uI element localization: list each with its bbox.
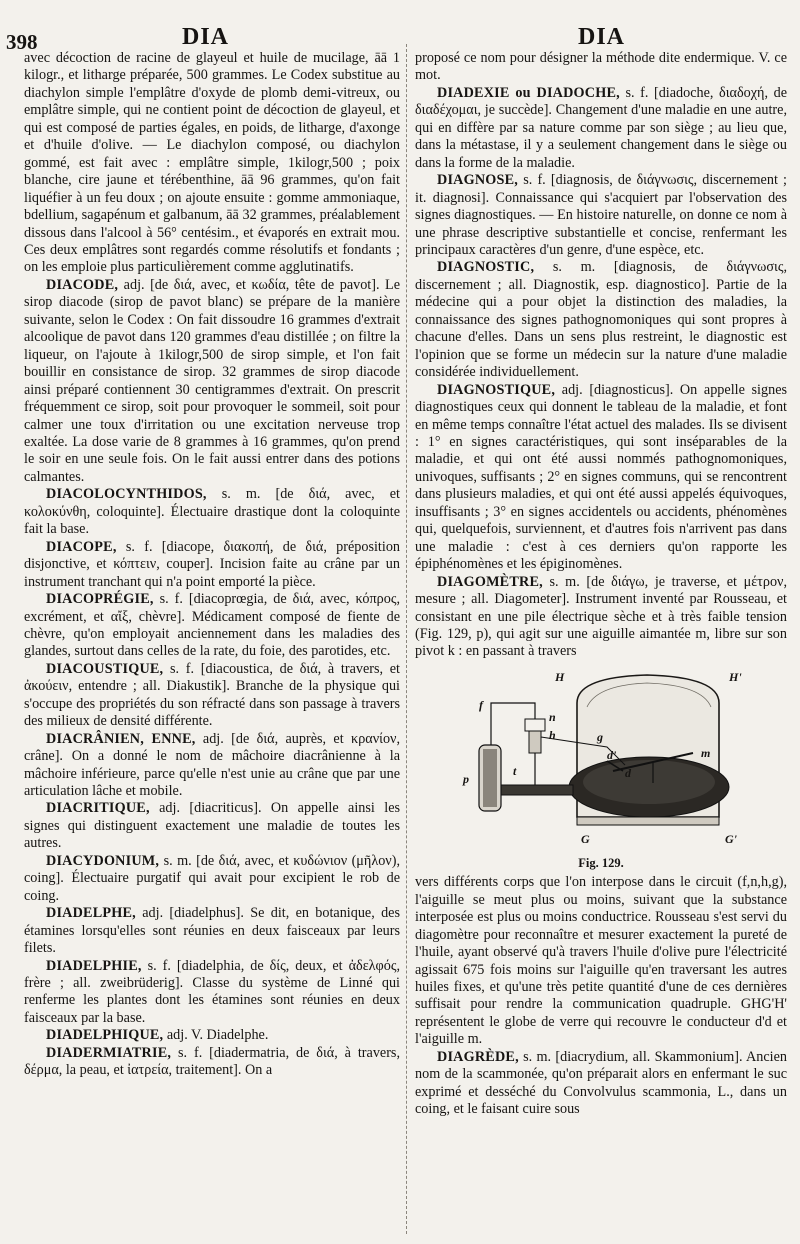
dictionary-entry: [415, 85, 787, 172]
entry-definition: s. f. [diadoche, διαδοχή, de διαδέχομαι, je succède]. Changement d'une maladie en une autre, qui en diffère par sa nature comme par son siège ; au lieu que, dans la métastase, il y a seulement changement dans le siège ou dans la forme de la maladie.: [415, 84, 788, 171]
entry-definition: s. f. [diacope, διακοπή, de διά, préposition disjonctive, et κόπτειν, couper]. Incision faite au crâne par un instrument tranchant qui n'a point emporté la pièce.: [24, 538, 401, 590]
dictionary-entry: [24, 1027, 400, 1044]
figure-label: t: [513, 763, 517, 778]
dictionary-entry: [24, 905, 400, 957]
dictionary-entry: [24, 800, 400, 852]
dictionary-entry: [415, 874, 787, 1049]
entry-definition: s. f. [diadelphia, de δίς, deux, et ἀδελφός, frère ; all. zweibrüderig]. Classe du système de Linné qui renferme les plantes dont les étamines sont réunies en deux faisceaux par la base.: [24, 957, 400, 1026]
figure-label: f: [479, 697, 483, 712]
dictionary-entry: [24, 50, 400, 277]
entry-definition: proposé ce nom pour désigner la méthode dite endermique. V. ce mot.: [415, 50, 787, 84]
dictionary-entry: [24, 1045, 400, 1080]
entry-headword: DIACOPE,: [46, 538, 117, 555]
dictionary-entry: [415, 1049, 787, 1119]
running-title-right: DIA: [578, 24, 626, 50]
figure-label: n: [549, 709, 556, 724]
entry-headword: DIADELPHIE,: [46, 957, 142, 974]
entry-headword: DIAGNOSE,: [437, 172, 519, 189]
entry-headword: DIACYDONIUM,: [46, 852, 160, 869]
running-title-left: DIA: [182, 24, 230, 50]
entry-headword: DIADERMIATRIE,: [46, 1044, 172, 1061]
entry-definition: s. f. [diacoustica, de διά, à travers, et ἀκούειν, entendre ; all. Diakustik]. Branche de la physique qui s'occupe des propriétés du son réfracté dans son passage à travers des milieux de densité différente.: [24, 660, 401, 730]
entry-definition: s. f. [diacoprœgia, de διά, avec, κόπρος, excrément, et αἴξ, chèvre]. Médicament composé de fiente de chèvre, qu'on employait anciennement dans les maladies des glandes, surtout dans celles de la rate, du foie, des parotides, etc.: [24, 591, 400, 660]
diagometer-figure: [457, 667, 769, 853]
page-number: 398: [6, 30, 38, 54]
entry-headword: DIAGNOSTIQUE,: [437, 381, 556, 398]
dictionary-entry: [415, 574, 787, 661]
dictionary-entry: [415, 382, 787, 574]
dictionary-entry: [24, 591, 400, 661]
entry-definition: adj. [de διά, avec, et κωδία, tête de pavot]. Le sirop diacode (sirop de pavot blanc) se prépare de la manière suivante, selon le Codex : On fait dissoudre 16 grammes d'extrait alcoolique de pavot dans 120 grammes d'eau distillée ; on filtre la liqueur, on l'ajoute à 1kilogr,500 de sirop simple, et l'on fait bouillir en consistance de sirop. 32 grammes de sirop diacode ainsi préparé contiennent 30 centigrammes d'extrait. On prescrit fréquemment ce sirop, soit pour provoquer le sommeil, soit pour calmer une toux d'irritation ou une excitation nerveuse trop exaltée. La dose varie de 8 grammes à 16 grammes, qu'on prend le soir en une seule fois. On le fait aussi entrer dans des potions calmantes.: [24, 276, 401, 485]
dictionary-entry: [24, 661, 400, 731]
entry-headword: DIACOUSTIQUE,: [46, 660, 164, 677]
dictionary-entry: [415, 50, 787, 85]
entry-headword: DIAGOMÈTRE,: [437, 573, 543, 590]
entry-definition: s. m. [de διάγω, je traverse, et μέτρον, mesure ; all. Diagometer]. Instrument inventé par Rousseau, et consistant en une pile électrique sèche et à très faible tension (Fig. 129, p), qui agit sur une aiguille aimantée m, libre sur son pivot k : en passant à travers: [415, 573, 787, 660]
dictionary-entry: [24, 539, 400, 591]
entry-definition: s. m. [diagnosis, de διάγνωσις, discernement ; all. Diagnostik, esp. diagnostico]. Partie de la médecine qui a pour objet la distinction des maladies, la connaissance des signes pathognomoniques qui sont propres à chacune d'elles. Dans un sens plus restreint, le diagnostic est l'opinion que se forme un médecin sur la nature d'une maladie considérée individuellement.: [415, 259, 788, 381]
figure-label: G': [725, 831, 737, 846]
entry-definition: s. m. [diacrydium, all. Skammonium]. Ancien nom de la scammonée, qu'on préparait alors en enfermant le suc exprimé et desséché du Convolvulus scammonia, L., dans un coing, et le faisant cuire sous: [415, 1048, 787, 1118]
entry-definition: s. f. [diadermatria, de διά, à travers, δέρμα, la peau, et ἰατρεία, traitement]. On a: [24, 1044, 401, 1079]
entry-headword: DIADEXIE ou DIADOCHE,: [437, 84, 620, 101]
left-column: [24, 50, 400, 1080]
entry-headword: DIACOLOCYNTHIDOS,: [46, 486, 207, 503]
entry-headword: DIAGRÈDE,: [437, 1048, 519, 1065]
entry-definition: adj. [diadelphus]. Se dit, en botanique, des étamines lorsqu'elles sont réunies en deux faisceaux par leurs filets.: [24, 905, 401, 957]
entry-definition: vers différents corps que l'on interpose dans le circuit (f,n,h,g), l'aiguille se meut plus ou moins, suivant que la substance interposée est plus ou moins conductrice. Rousseau s'est servi du diagomètre pour reconnaître et mesurer exactement la pureté de l'huile, ayant observé qu'à travers l'huile d'olive pure l'électricité agissait 675 fois moins sur l'aiguille qu'en traversant les autres huiles fixes, et qu'une très petite quantité d'une de ces dernières suffisait pour rendre la communication quadruple. GHG'H' représentent le globe de verre qui recouvre le conducteur d'd et l'aiguille m.: [415, 874, 787, 1048]
figure-caption: Fig. 129.: [578, 855, 624, 870]
entry-definition: adj. [de διά, auprès, et κρανίον, crâne]. On a donné le nom de mâchoire diacrânienne à la mâchoire inférieure, parce qu'elle n'est unie au crâne que par une articulation lâche et mobile.: [24, 730, 400, 800]
entry-definition: adj. V. Diadelphe.: [166, 1027, 269, 1044]
entry-headword: DIACRÂNIEN, ENNE,: [46, 730, 196, 747]
column-divider: [406, 44, 407, 1234]
right-column-bottom-entries: [415, 874, 787, 1118]
entry-definition: s. m. [de διά, avec, et κυδώνιον (μῆλον), coing]. Électuaire purgatif qui avait pour excipient le rob de coing.: [24, 852, 400, 904]
dictionary-entry: [24, 277, 400, 486]
entry-headword: DIAGNOSTIC,: [437, 259, 535, 276]
entry-definition: avec décoction de racine de glayeul et huile de mucilage, āā 1 kilogr., et litharge préparée, 500 grammes. Le Codex substitue au diachylon simple l'emplâtre d'oxyde de plomb demi-vitreux, ou emplâtre simple, qui ne contient point de décoction de glayeul, et qui est composé de parties égales, en poids, de litharge, d'axonge et d'huile d'olive. — Le diachylon composé, ou diachylon gommé, est fait avec : emplâtre simple, 1kilogr,500 ; poix blanche, cire jaune et térébenthine, āā 96 grammes, qu'on fait liquéfier à un feu doux ; on ajoute ensuite : gomme ammoniaque, bdellium, sagapénum et galbanum, āā 32 grammes, préalablement dissous dans l'alcool à 56° centésim., et évaporés en extrait mou. Ces deux emplâtres sont regardés comme résolutifs et fondants ; on les emploie plus particulièrement comme agglutinatifs.: [24, 50, 400, 276]
right-column-top-entries: [415, 50, 787, 661]
entry-headword: DIADELPHIQUE,: [46, 1027, 164, 1044]
figure-label: d: [625, 765, 631, 780]
figure-label: H: [555, 669, 565, 684]
entry-headword: DIACRITIQUE,: [46, 800, 150, 817]
figure-label: g: [597, 729, 603, 744]
figure-label: h: [549, 727, 556, 742]
figure-label: G: [581, 831, 590, 846]
dictionary-entry: [415, 172, 787, 259]
right-column: [415, 50, 787, 1119]
figure-label: m: [701, 745, 711, 760]
entry-definition: s. f. [diagnosis, de διάγνωσις, discernement ; it. diagnosi]. Connaissance qui s'acquiert par l'observation des signes diagnostiques. — En histoire naturelle, on donne ce nom à une phrase descriptive substantielle et concise, renfermant les principaux caractères d'un genre, d'une espèce, etc.: [415, 172, 787, 258]
dictionary-entry: [24, 958, 400, 1028]
figure-label: p: [463, 771, 469, 786]
dictionary-entry: [24, 486, 400, 538]
figure-label: d': [607, 747, 617, 762]
entry-definition: s. m. [de διά, avec, et κολοκύνθη, coloquinte]. Électuaire drastique dont la coloquinte fait la base.: [24, 486, 401, 538]
entry-definition: adj. [diagnosticus]. On appelle signes diagnostiques ceux qui donnent le tableau de la maladie, et font en même temps connaître l'état actuel des malades. Ils se divisent : 1° en signes caractéristiques, qui sont inséparables de la maladie, et qui ont été aussi nommés pathognomoniques, univoques, suffisants ; 2° en signes communs, qui se rencontrent dans plusieurs maladies, et qui ont été aussi appelés équivoques, insuffisants ; 3° en signes accidentels ou accidents, phénomènes qui, quelquefois, surviennent, et d'autres fois n'arrivent pas dans une maladie : c'est à ces derniers qu'on rapporte les épiphénomènes et les épiginomènes.: [415, 381, 788, 573]
entry-definition: adj. [diacriticus]. On appelle ainsi les signes qui distinguent exactement une maladie de toutes les autres.: [24, 800, 401, 852]
entry-headword: DIADELPHE,: [46, 905, 136, 922]
entry-headword: DIACOPRÉGIE,: [46, 591, 154, 608]
figure-label: H': [729, 669, 742, 684]
entry-headword: DIACODE,: [46, 276, 119, 293]
dictionary-entry: [24, 731, 400, 801]
dictionary-entry: [415, 259, 787, 381]
dictionary-entry: [24, 853, 400, 905]
